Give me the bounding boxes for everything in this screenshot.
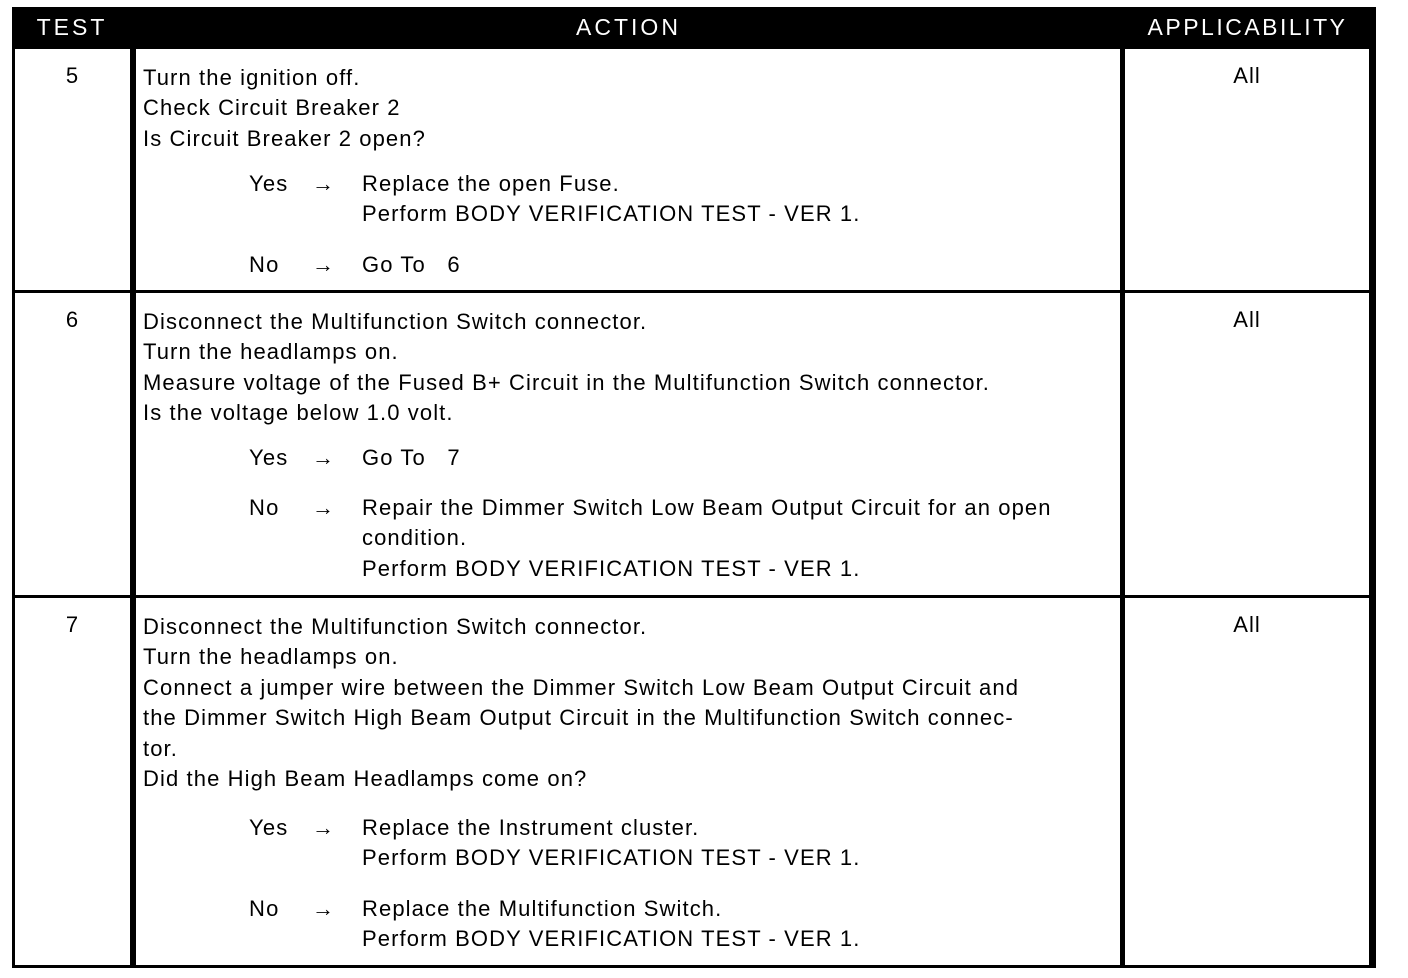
- yes-label: Yes: [249, 815, 289, 840]
- step-list: [143, 307, 1115, 429]
- branch-line: condition.: [362, 525, 468, 551]
- step-list: [143, 612, 1115, 794]
- row-6-applicability-cell: [1125, 293, 1369, 595]
- right-arrow-icon: →: [312, 252, 334, 277]
- step-line: the Dimmer Switch High Beam Output Circuit in the Multifunction Switch connec-: [143, 705, 1014, 731]
- applicability-value: All: [1233, 307, 1261, 332]
- no-label: No: [249, 252, 280, 277]
- branch-line: Go To 7: [362, 445, 461, 470]
- step-line: Turn the ignition off.: [143, 65, 361, 90]
- right-arrow-icon: →: [312, 815, 334, 840]
- row-6-action-cell: [136, 293, 1120, 595]
- row-7-action-cell: [136, 598, 1120, 965]
- step-line: Did the High Beam Headlamps come on?: [143, 765, 588, 791]
- row-7-applicability-cell: [1125, 598, 1369, 965]
- test-number: 5: [65, 63, 80, 88]
- no-label: No: [249, 495, 280, 520]
- step-line: Connect a jumper wire between the Dimmer Switch Low Beam Output Circuit and: [143, 674, 1020, 700]
- step-line: Check Circuit Breaker 2: [143, 95, 401, 121]
- step-line: Disconnect the Multifunction Switch connector.: [143, 309, 648, 334]
- header-action: ACTION: [576, 14, 681, 40]
- branch-line: Replace the open Fuse.: [362, 171, 620, 196]
- applicability-value: All: [1233, 63, 1261, 88]
- step-line: Is Circuit Breaker 2 open?: [143, 125, 426, 151]
- branch-line: Perform BODY VERIFICATION TEST - VER 1.: [362, 926, 861, 952]
- step-line: Is the voltage below 1.0 volt.: [143, 400, 454, 426]
- step-line: Measure voltage of the Fused B+ Circuit in the Multifunction Switch connector.: [143, 369, 991, 395]
- header-test: TEST: [36, 14, 108, 40]
- header-applicability: APPLICABILITY: [1147, 14, 1348, 40]
- no-label: No: [249, 896, 280, 921]
- row-5-action-cell: [136, 49, 1120, 290]
- applicability-value: All: [1233, 612, 1261, 637]
- branch-line: Perform BODY VERIFICATION TEST - VER 1.: [362, 201, 861, 227]
- step-line: Disconnect the Multifunction Switch connector.: [143, 614, 648, 639]
- right-arrow-icon: →: [312, 171, 334, 196]
- test-number: 6: [65, 307, 80, 332]
- branch-line: Perform BODY VERIFICATION TEST - VER 1.: [362, 555, 861, 581]
- step-line: Turn the headlamps on.: [143, 339, 399, 365]
- branch-line: Perform BODY VERIFICATION TEST - VER 1.: [362, 845, 861, 871]
- branch-line: Replace the Instrument cluster.: [362, 815, 700, 840]
- row-5-applicability-cell: [1125, 49, 1369, 290]
- right-arrow-icon: →: [312, 896, 334, 921]
- diagnostic-table: [12, 7, 1376, 968]
- yes-label: Yes: [249, 445, 289, 470]
- right-arrow-icon: →: [312, 495, 334, 520]
- test-number: 7: [65, 612, 80, 637]
- row-7-test-cell: [15, 598, 130, 965]
- yes-label: Yes: [249, 171, 289, 196]
- step-line: tor.: [143, 735, 178, 761]
- row-6-test-cell: [15, 293, 130, 595]
- right-arrow-icon: →: [312, 445, 334, 470]
- branch-line: Repair the Dimmer Switch Low Beam Output Circuit for an open: [362, 495, 1052, 520]
- step-line: Turn the headlamps on.: [143, 644, 399, 670]
- row-5-test-cell: [15, 49, 130, 290]
- branch-line: Replace the Multifunction Switch.: [362, 896, 723, 921]
- step-list: [143, 63, 1115, 154]
- branch-line: Go To 6: [362, 252, 461, 277]
